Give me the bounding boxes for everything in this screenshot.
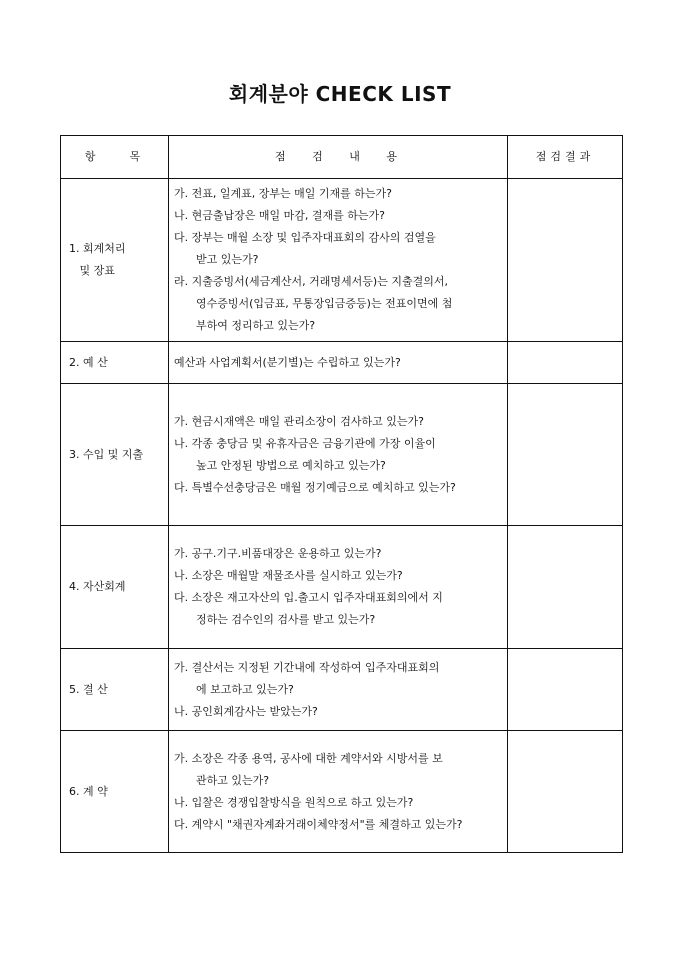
content-line: 영수증빙서(입금표, 무통장입금증등)는 전표이면에 첨 bbox=[196, 297, 453, 310]
item-cell bbox=[61, 179, 169, 342]
table-row bbox=[61, 342, 623, 384]
content-cell bbox=[169, 526, 508, 649]
content-line: 가. 전표, 일계표, 장부는 매일 기재를 하는가? bbox=[174, 187, 392, 200]
table-row bbox=[61, 384, 623, 526]
content-cell bbox=[169, 384, 508, 526]
result-cell[interactable] bbox=[508, 342, 623, 384]
checklist-table bbox=[60, 135, 623, 853]
content-cell bbox=[169, 179, 508, 342]
content-cell bbox=[169, 731, 508, 853]
content-line: 다. 특별수선충당금은 매월 정기예금으로 예치하고 있는가? bbox=[174, 480, 456, 494]
item-label: 6. 계 약 bbox=[69, 784, 108, 798]
result-cell[interactable] bbox=[508, 526, 623, 649]
item-label: 5. 결 산 bbox=[69, 682, 108, 696]
content-line: 높고 안정된 방법으로 예치하고 있는가? bbox=[196, 458, 386, 472]
item-label: 2. 예 산 bbox=[69, 355, 108, 369]
page-title: 회계분야 CHECK LIST bbox=[228, 82, 452, 106]
table-row bbox=[61, 649, 623, 731]
item-cell bbox=[61, 384, 169, 526]
content-line: 에 보고하고 있는가? bbox=[196, 682, 294, 696]
content-line: 나. 각종 충당금 및 유휴자금은 금융기관에 가장 이율이 bbox=[174, 436, 436, 450]
content-line: 나. 공인회계감사는 받았는가? bbox=[174, 704, 318, 718]
content-line: 나. 입찰은 경쟁입찰방식을 원칙으로 하고 있는가? bbox=[174, 795, 414, 809]
item-label: 및 장표 bbox=[69, 264, 115, 277]
content-line: 부하여 정리하고 있는가? bbox=[196, 319, 316, 332]
result-cell[interactable] bbox=[508, 384, 623, 526]
content-line: 다. 소장은 재고자산의 입.출고시 입주자대표회의에서 지 bbox=[174, 591, 443, 604]
content-line: 정하는 검수인의 검사를 받고 있는가? bbox=[196, 613, 376, 626]
content-line: 가. 공구.기구.비품대장은 운용하고 있는가? bbox=[174, 547, 382, 560]
content-line: 가. 소장은 각종 용역, 공사에 대한 계약서와 시방서를 보 bbox=[174, 751, 443, 765]
content-line: 나. 소장은 매월말 재물조사를 실시하고 있는가? bbox=[174, 569, 403, 582]
header-row bbox=[61, 136, 623, 179]
item-cell bbox=[61, 342, 169, 384]
content-line: 가. 결산서는 지정된 기간내에 작성하여 입주자대표회의 bbox=[174, 660, 440, 674]
item-cell bbox=[61, 731, 169, 853]
content-cell bbox=[169, 649, 508, 731]
item-cell bbox=[61, 649, 169, 731]
result-cell[interactable] bbox=[508, 731, 623, 853]
result-cell[interactable] bbox=[508, 649, 623, 731]
content-line: 관하고 있는가? bbox=[196, 773, 270, 787]
content-line: 가. 현금시재액은 매일 관리소장이 검사하고 있는가? bbox=[174, 414, 424, 428]
content-line: 다. 계약시 "채권자계좌거래이체약정서"를 체결하고 있는가? bbox=[174, 817, 463, 831]
table-row bbox=[61, 526, 623, 649]
content-line: 라. 지출증빙서(세금계산서, 거래명세서등)는 지출결의서, bbox=[174, 275, 448, 288]
table-row bbox=[61, 731, 623, 853]
header-item: 항 목 bbox=[61, 136, 169, 179]
table-row bbox=[61, 179, 623, 342]
header-result: 점검결과 bbox=[508, 136, 623, 179]
item-cell bbox=[61, 526, 169, 649]
content-line: 나. 현금출납장은 매일 마감, 결재를 하는가? bbox=[174, 209, 385, 222]
content-cell bbox=[169, 342, 508, 384]
content-line: 받고 있는가? bbox=[196, 253, 259, 266]
header-content: 점 검 내 용 bbox=[169, 136, 508, 179]
item-label: 3. 수입 및 지출 bbox=[69, 447, 144, 461]
item-label: 4. 자산회계 bbox=[69, 580, 126, 593]
item-label: 1. 회계처리 bbox=[69, 242, 126, 255]
result-cell[interactable] bbox=[508, 179, 623, 342]
content-line: 다. 장부는 매월 소장 및 입주자대표회의 감사의 검열을 bbox=[174, 231, 436, 244]
content-line: 예산과 사업계획서(분기별)는 수립하고 있는가? bbox=[174, 355, 401, 369]
